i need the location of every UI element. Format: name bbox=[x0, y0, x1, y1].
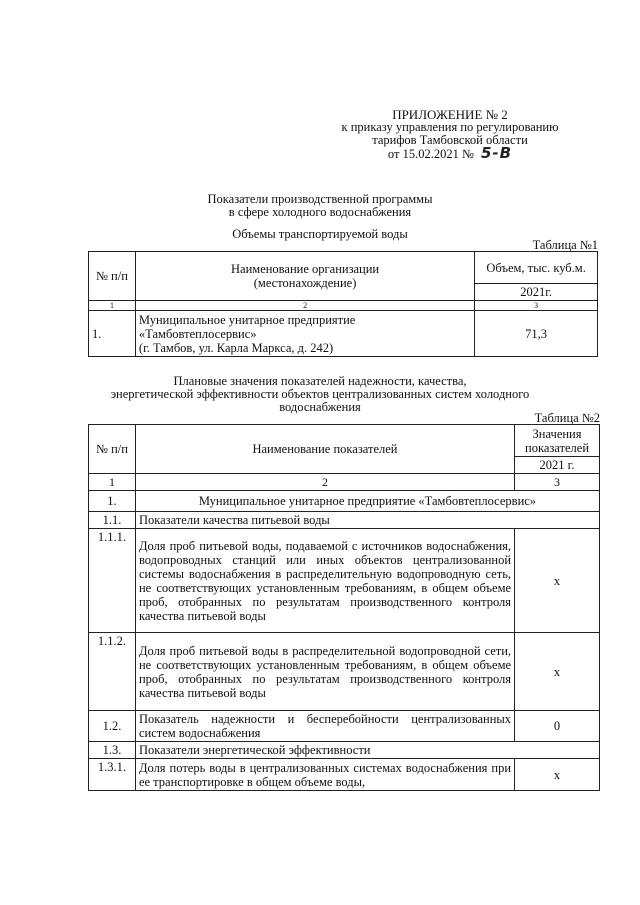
table2-row-name: Доля проб питьевой воды в распределительной водопроводной сети, не соответствующих установленным требованиям, в общем объеме проб, отобранных по результатам производственного контроля качества питьевой воды bbox=[135, 633, 514, 711]
table-row bbox=[89, 529, 600, 633]
table2-row-name: Доля проб питьевой воды, подаваемой с источников водоснабжения, водопроводных станций или иных объектов централизованной системы водоснабжения в распределительную водопроводную сеть, не соответствующих установленным требованиям, в общем объеме проб, отобранных по результатам производственного контроля качества питьевой воды bbox=[135, 529, 514, 633]
table2-row-value: x bbox=[515, 759, 600, 791]
appendix-header bbox=[300, 108, 600, 161]
section1-title bbox=[0, 193, 640, 219]
table1 bbox=[88, 251, 598, 357]
table2-row-name: Доля потерь воды в централизованных системах водоснабжения при ее транспортировке в общем объеме воды, bbox=[135, 759, 514, 791]
table2-header-num: № п/п bbox=[89, 425, 136, 474]
appendix-title: ПРИЛОЖЕНИЕ № 2 bbox=[392, 107, 508, 122]
appendix-authority-line: тарифов Тамбовской области bbox=[372, 133, 528, 147]
table2-row-value: x bbox=[515, 633, 600, 711]
table1-header-year: 2021г. bbox=[475, 284, 598, 301]
section1-title-line1: Показатели производственной программы bbox=[207, 192, 433, 206]
table2-row-num: 1.2. bbox=[89, 711, 136, 742]
table2-row-value: x bbox=[515, 529, 600, 633]
table2-row-num: 1.3.1. bbox=[89, 759, 136, 791]
table1-header-org bbox=[135, 252, 474, 301]
table2-index-1: 1 bbox=[89, 474, 136, 491]
section2-title bbox=[0, 375, 640, 414]
table1-row-org-line1: Муниципальное унитарное предприятие bbox=[138, 312, 356, 327]
table2-caption: Таблица №2 bbox=[534, 411, 600, 425]
table2-row-name: Показатель надежности и бесперебойности централизованных систем водоснабжения bbox=[135, 711, 514, 742]
table-row bbox=[89, 711, 600, 742]
section1-subtitle: Объемы транспортируемой воды bbox=[232, 227, 408, 241]
table2-header-name: Наименование показателей bbox=[135, 425, 514, 474]
appendix-order-line: к приказу управления по регулированию bbox=[341, 120, 559, 134]
table1-caption: Таблица №1 bbox=[532, 238, 598, 252]
table2-row-num: 1. bbox=[89, 491, 136, 512]
table1-header-num: № п/п bbox=[89, 252, 136, 301]
table2-header-values: Значения показателей bbox=[515, 425, 600, 457]
table-row bbox=[89, 759, 600, 791]
section2-title-line3: водоснабжения bbox=[279, 400, 361, 414]
table1-header-volume: Объем, тыс. куб.м. bbox=[475, 252, 598, 284]
section1-title-line2: в сфере холодного водоснабжения bbox=[228, 205, 412, 219]
table1-row-num: 1. bbox=[89, 311, 136, 357]
table2-header-year: 2021 г. bbox=[515, 457, 600, 474]
table1-row-org-line2: «Тамбовтеплосервис» bbox=[138, 326, 257, 341]
table2-row-num: 1.3. bbox=[89, 742, 136, 759]
table-row bbox=[89, 491, 600, 512]
table2-row-name: Показатели качества питьевой воды bbox=[135, 512, 599, 529]
section2-title-line1: Плановые значения показателей надежности, качества, bbox=[173, 374, 467, 388]
table-row bbox=[89, 512, 600, 529]
table2-row-name: Муниципальное унитарное предприятие «Тамбовтеплосервис» bbox=[135, 491, 599, 512]
table1-header-org-line1: Наименование организации bbox=[231, 262, 380, 276]
table2 bbox=[88, 424, 600, 791]
section2-title-line2: энергетической эффективности объектов централизованных систем холодного bbox=[110, 387, 530, 401]
table2-row-num: 1.1. bbox=[89, 512, 136, 529]
table2-row-value: 0 bbox=[515, 711, 600, 742]
table2-row-name: Показатели энергетической эффективности bbox=[135, 742, 599, 759]
table1-header-org-line2: (местонахождение) bbox=[253, 276, 357, 290]
appendix-date-line bbox=[300, 144, 600, 162]
table1-row-org-line3: (г. Тамбов, ул. Карла Маркса, д. 242) bbox=[138, 340, 334, 355]
table1-row bbox=[89, 311, 598, 357]
table1-index-2: 2 bbox=[135, 301, 474, 311]
table1-row-org bbox=[135, 311, 474, 357]
table-row bbox=[89, 742, 600, 759]
appendix-date: от 15.02.2021 № bbox=[387, 147, 474, 161]
handwritten-order-number: 5-В bbox=[481, 144, 513, 162]
table1-row-value: 71,3 bbox=[475, 311, 598, 357]
table2-row-num: 1.1.1. bbox=[89, 529, 136, 633]
table2-index-2: 2 bbox=[135, 474, 514, 491]
table1-index-1: 1 bbox=[89, 301, 136, 311]
table2-row-num: 1.1.2. bbox=[89, 633, 136, 711]
table1-index-3: 3 bbox=[475, 301, 598, 311]
table-row bbox=[89, 633, 600, 711]
table2-index-3: 3 bbox=[515, 474, 600, 491]
